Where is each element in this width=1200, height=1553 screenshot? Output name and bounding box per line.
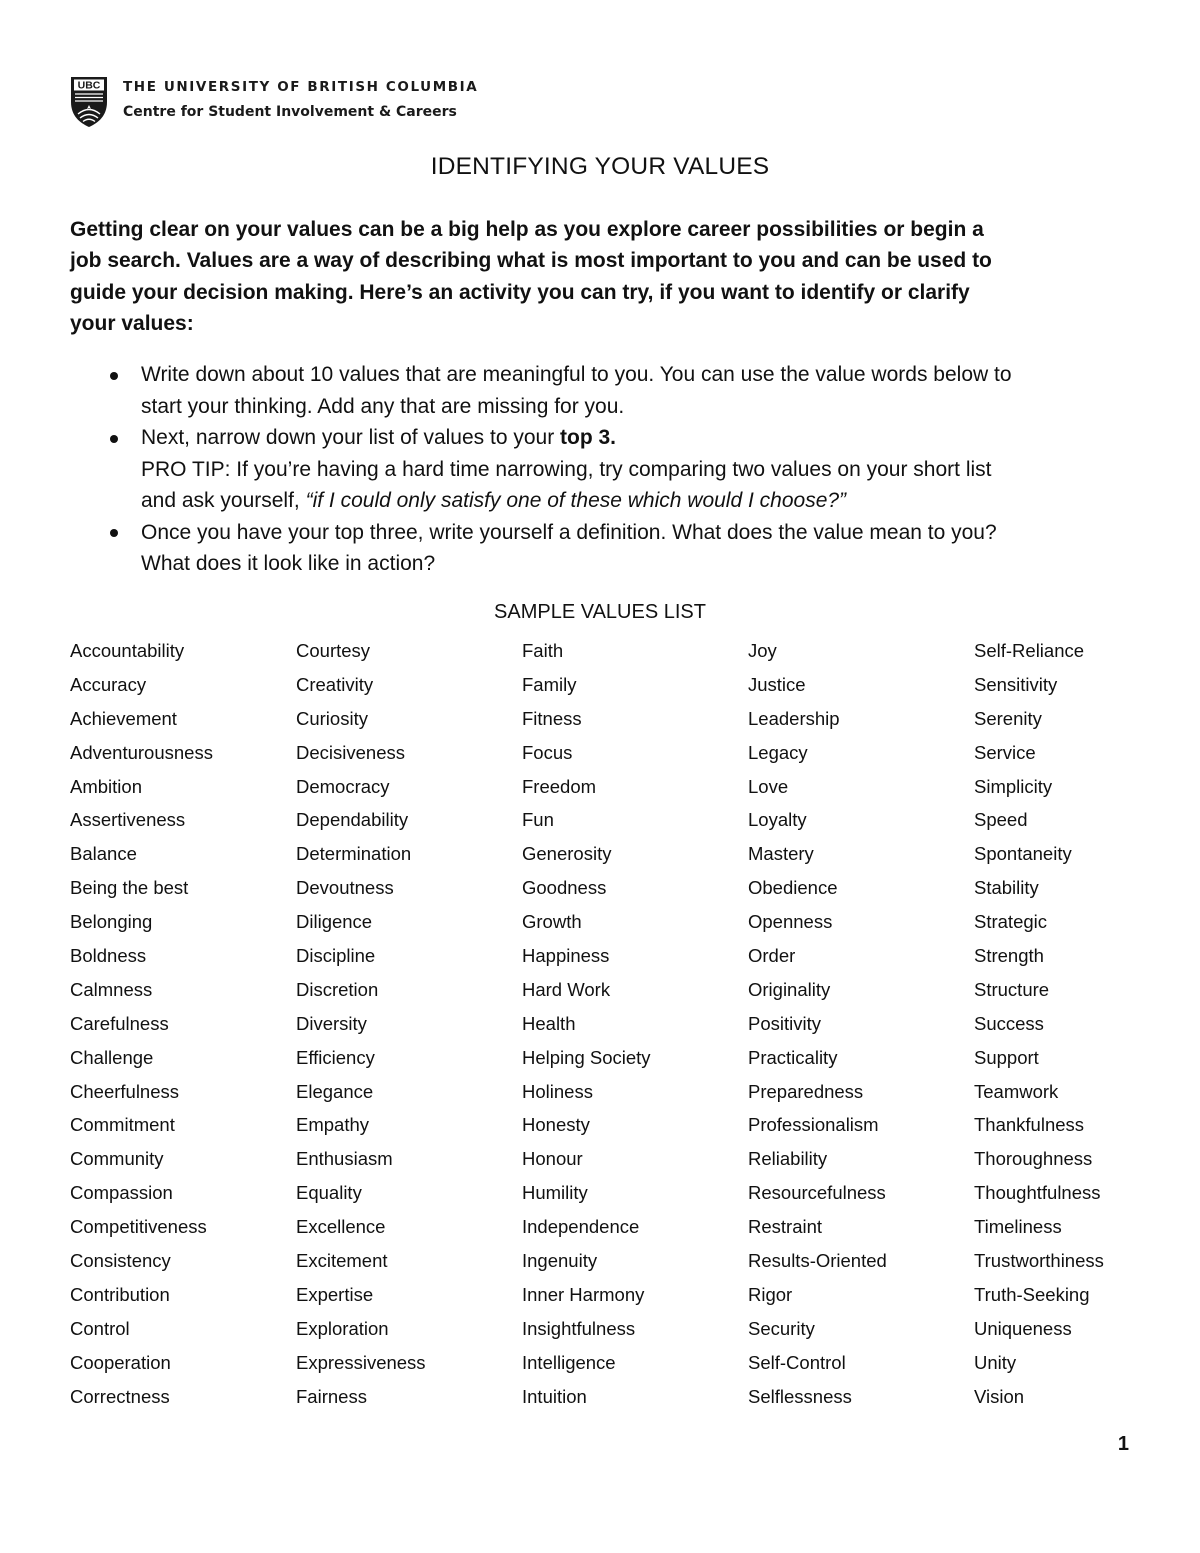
instruction-line: start your thinking. Add any that are missing for you. — [141, 394, 625, 418]
value-word: Structure — [974, 978, 1050, 1000]
value-word: Sensitivity — [974, 673, 1058, 695]
value-word: Loyalty — [748, 809, 807, 831]
intro-line: your values: — [70, 311, 194, 335]
pro-tip-line — [141, 485, 1135, 517]
instruction-line: Once you have your top three, write yourself a definition. What does the value mean to you? — [141, 520, 997, 544]
value-word: Equality — [296, 1182, 362, 1204]
value-word: Commitment — [70, 1114, 175, 1136]
value-word: Family — [522, 673, 577, 695]
value-word: Expressiveness — [296, 1351, 426, 1373]
page-title: IDENTIFYING YOUR VALUES — [430, 153, 770, 180]
value-word: Compassion — [70, 1182, 173, 1204]
value-word: Control — [70, 1317, 130, 1339]
value-word: Accuracy — [70, 673, 147, 695]
bullet-icon — [110, 435, 118, 443]
value-word: Decisiveness — [296, 741, 405, 763]
value-word: Creativity — [296, 673, 374, 695]
value-word: Intelligence — [522, 1351, 616, 1373]
value-word: Consistency — [70, 1250, 171, 1272]
value-word: Order — [748, 945, 796, 967]
value-word: Unity — [974, 1351, 1017, 1373]
value-word: Fun — [522, 809, 554, 831]
intro-paragraph — [70, 214, 1135, 339]
value-word: Goodness — [522, 877, 607, 899]
intro-line: Getting clear on your values can be a big help as you explore career possibilities or begin a — [70, 218, 984, 241]
value-word: Service — [974, 741, 1036, 763]
value-word: Generosity — [522, 843, 612, 865]
value-word: Assertiveness — [70, 809, 186, 831]
value-word: Success — [974, 1012, 1044, 1034]
value-word: Cooperation — [70, 1351, 171, 1373]
value-word: Holiness — [522, 1080, 593, 1102]
value-word: Trustworthiness — [974, 1250, 1104, 1272]
value-word: Truth-Seeking — [974, 1283, 1090, 1305]
top-3-emphasis: top 3. — [560, 426, 617, 449]
instruction-line: What does it look like in action? — [141, 552, 436, 575]
value-word: Happiness — [522, 945, 610, 967]
value-word: Justice — [748, 673, 806, 695]
value-word: Strength — [974, 945, 1044, 967]
ubc-crest-icon — [70, 76, 108, 128]
bullet-icon — [110, 529, 118, 537]
value-word: Self-Control — [748, 1351, 846, 1373]
value-word: Fairness — [296, 1385, 367, 1407]
value-word: Inner Harmony — [522, 1283, 645, 1305]
value-word: Speed — [974, 809, 1028, 831]
intro-line: job search. Values are a way of describing what is most important to you and can be used to — [70, 249, 992, 273]
value-word: Competitiveness — [70, 1216, 207, 1238]
value-word: Challenge — [70, 1046, 154, 1068]
value-word: Resourcefulness — [748, 1182, 886, 1204]
value-word: Selflessness — [748, 1385, 852, 1407]
value-word: Freedom — [522, 775, 597, 797]
value-word: Being the best — [70, 877, 189, 899]
value-word: Insightfulness — [522, 1317, 636, 1339]
value-word: Originality — [748, 978, 831, 1000]
instruction-item-narrow-down — [70, 422, 1135, 517]
value-word: Uniqueness — [974, 1317, 1072, 1339]
value-word: Stability — [974, 877, 1039, 899]
value-word: Restraint — [748, 1216, 823, 1238]
instruction-item-definition — [70, 517, 1135, 580]
value-word: Belonging — [70, 911, 153, 933]
value-word: Focus — [522, 741, 573, 763]
value-word: Fitness — [522, 707, 582, 729]
value-word: Honesty — [522, 1114, 590, 1136]
value-word: Community — [70, 1148, 164, 1170]
pro-tip-question: “if I could only satisfy one of these which would I choose?” — [305, 489, 847, 512]
value-word: Results-Oriented — [748, 1250, 887, 1272]
value-word: Elegance — [296, 1080, 374, 1102]
value-word: Spontaneity — [974, 843, 1072, 865]
value-word: Cheerfulness — [70, 1080, 180, 1102]
value-word: Thankfulness — [974, 1114, 1085, 1136]
value-word: Strategic — [974, 911, 1048, 933]
intro-line: guide your decision making. Here’s an activity you can try, if you want to identify or clarify — [70, 280, 970, 304]
value-word: Growth — [522, 911, 582, 933]
university-name: THE UNIVERSITY OF BRITISH COLUMBIA — [123, 79, 479, 95]
value-word: Legacy — [748, 741, 808, 763]
value-word: Expertise — [296, 1283, 374, 1305]
value-word: Empathy — [296, 1114, 370, 1136]
values-column — [70, 634, 296, 1413]
value-word: Excellence — [296, 1216, 386, 1238]
value-word: Independence — [522, 1216, 640, 1238]
value-word: Honour — [522, 1148, 583, 1170]
value-word: Determination — [296, 843, 412, 865]
value-word: Carefulness — [70, 1012, 169, 1034]
value-word: Balance — [70, 843, 137, 865]
pro-tip-line: PRO TIP: If you’re having a hard time narrowing, try comparing two values on your short list — [141, 457, 992, 481]
value-word: Excitement — [296, 1250, 388, 1272]
value-word: Simplicity — [974, 775, 1053, 797]
instruction-list — [70, 359, 1135, 580]
value-word: Courtesy — [296, 640, 371, 661]
value-word: Openness — [748, 911, 833, 933]
page-number: 1 — [1117, 1433, 1129, 1455]
value-word: Diligence — [296, 911, 373, 933]
value-word: Contribution — [70, 1283, 170, 1305]
value-word: Support — [974, 1046, 1039, 1068]
value-word: Timeliness — [974, 1216, 1062, 1238]
value-word: Health — [522, 1012, 576, 1034]
values-column — [296, 634, 522, 1413]
value-word: Practicality — [748, 1046, 838, 1068]
instruction-line — [141, 422, 1135, 454]
value-word: Positivity — [748, 1012, 821, 1034]
value-word: Democracy — [296, 775, 390, 797]
value-word: Self-Reliance — [974, 640, 1085, 661]
value-word: Security — [748, 1317, 815, 1339]
value-word: Correctness — [70, 1385, 170, 1407]
instruction-line: Write down about 10 values that are meaningful to you. You can use the value words below to — [141, 363, 1012, 386]
value-word: Rigor — [748, 1283, 793, 1305]
value-word: Vision — [974, 1385, 1025, 1407]
value-word: Thoroughness — [974, 1148, 1093, 1170]
value-word: Discretion — [296, 978, 379, 1000]
values-column — [522, 634, 748, 1413]
value-word: Teamwork — [974, 1080, 1059, 1102]
values-column — [748, 634, 974, 1413]
instruction-text: and ask yourself, — [141, 489, 306, 512]
value-word: Preparedness — [748, 1080, 864, 1102]
ubc-logo — [70, 76, 478, 128]
value-word: Hard Work — [522, 978, 611, 1000]
department-name: Centre for Student Involvement & Careers — [123, 104, 457, 120]
value-word: Obedience — [748, 877, 838, 899]
value-word: Achievement — [70, 707, 177, 729]
value-word: Exploration — [296, 1317, 389, 1339]
value-word: Devoutness — [296, 877, 394, 899]
value-word: Calmness — [70, 978, 153, 1000]
value-word: Enthusiasm — [296, 1148, 393, 1170]
value-word: Efficiency — [296, 1046, 375, 1068]
value-word: Love — [748, 775, 789, 797]
value-word: Thoughtfulness — [974, 1182, 1101, 1204]
values-grid — [70, 634, 1200, 1413]
value-word: Intuition — [522, 1385, 587, 1407]
value-word: Ingenuity — [522, 1250, 598, 1272]
ubc-crest-text: UBC — [77, 79, 101, 92]
value-word: Boldness — [70, 945, 147, 967]
value-word: Curiosity — [296, 707, 368, 729]
value-word: Faith — [522, 640, 564, 661]
value-word: Mastery — [748, 843, 814, 865]
value-word: Ambition — [70, 775, 142, 797]
value-word: Diversity — [296, 1012, 367, 1034]
value-word: Joy — [748, 640, 777, 661]
values-column — [974, 634, 1200, 1413]
value-word: Dependability — [296, 809, 409, 831]
value-word: Humility — [522, 1182, 588, 1204]
value-word: Leadership — [748, 707, 840, 729]
instruction-item-write-values — [70, 359, 1135, 422]
value-word: Professionalism — [748, 1114, 879, 1136]
bullet-icon — [110, 372, 118, 380]
value-word: Reliability — [748, 1148, 828, 1170]
value-word: Helping Society — [522, 1046, 651, 1068]
value-word: Serenity — [974, 707, 1042, 729]
sample-values-heading: SAMPLE VALUES LIST — [494, 601, 706, 623]
value-word: Accountability — [70, 640, 185, 661]
value-word: Discipline — [296, 945, 376, 967]
instruction-text: Next, narrow down your list of values to your — [141, 426, 561, 449]
value-word: Adventurousness — [70, 741, 213, 763]
